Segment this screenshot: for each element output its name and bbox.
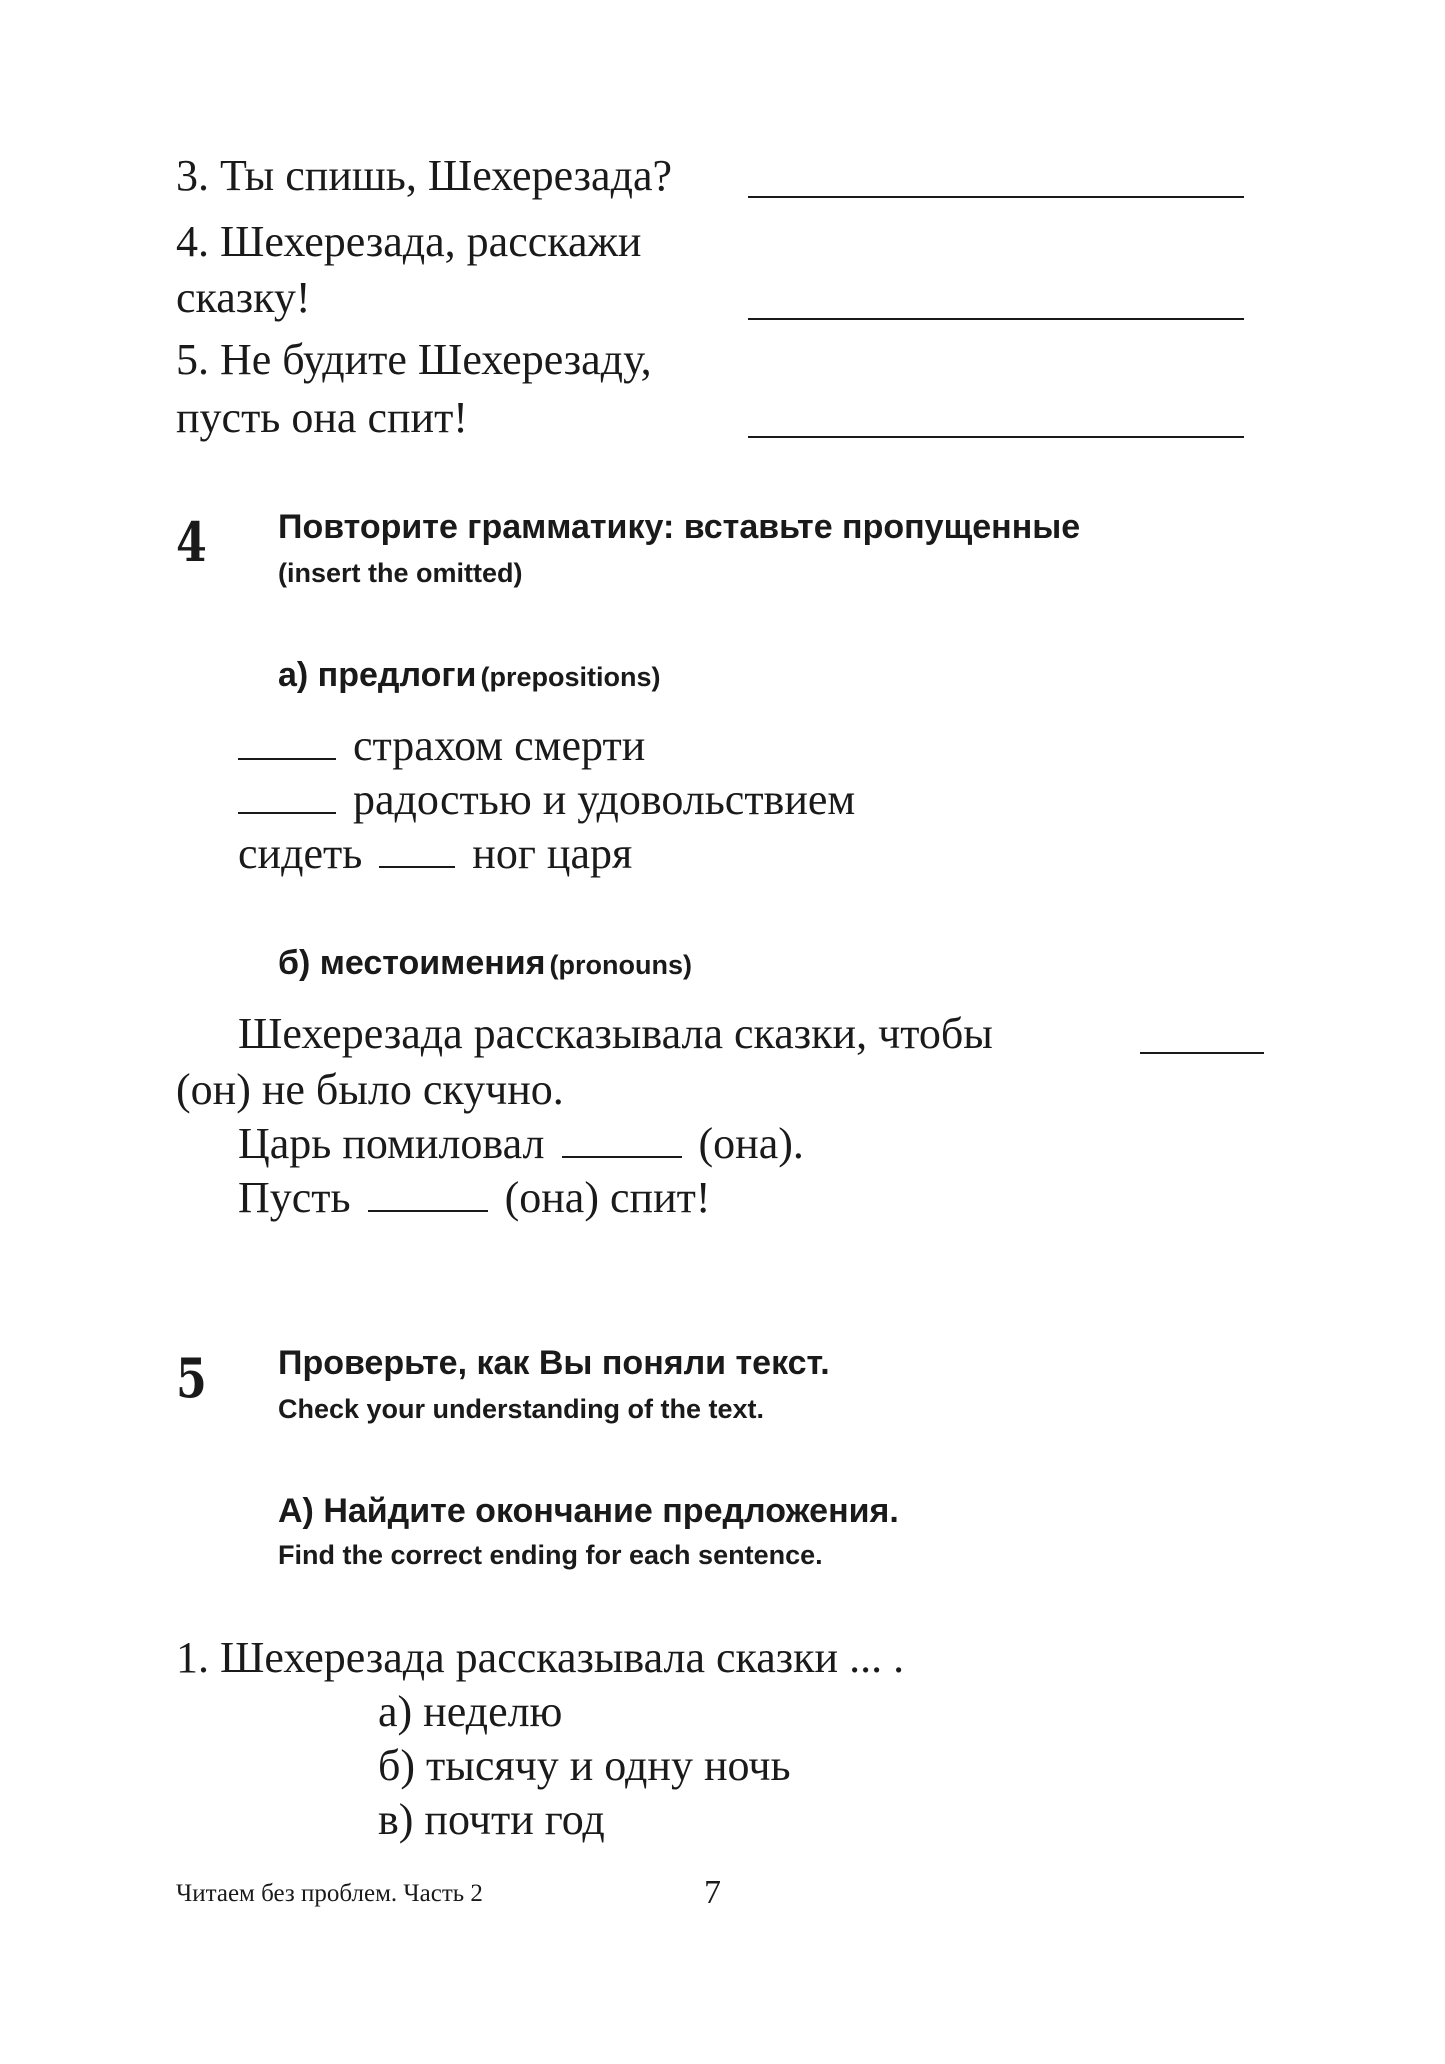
pron-line-4-after: (она) спит! xyxy=(504,1173,711,1222)
answer-line-3[interactable] xyxy=(748,196,1244,198)
answer-line-5[interactable] xyxy=(748,436,1244,438)
part-a-label: а) предлоги xyxy=(278,656,477,694)
section-5-subtitle: Check your understanding of the text. xyxy=(278,1394,765,1424)
question-3: 3. Ты спишь, Шехерезада? xyxy=(176,151,673,200)
section-4-subtitle: (insert the omitted) xyxy=(278,558,523,588)
pron-line-1: Шехерезада рассказывала сказки, чтобы xyxy=(238,1009,993,1058)
pron-line-3-before: Царь помиловал xyxy=(238,1119,545,1168)
question-5-line2: пусть она спит! xyxy=(176,393,468,442)
pron-blank-1[interactable] xyxy=(1140,1052,1264,1054)
question-4-line1: 4. Шехерезада, расскажи xyxy=(176,217,642,266)
prep-item-1 xyxy=(238,718,645,774)
section-5-part-a-title: А) Найдите окончание предложения. xyxy=(278,1492,899,1530)
part-b-label-en: (pronouns) xyxy=(549,950,692,980)
section-4-title: Повторите грамматику: вставьте пропущенные xyxy=(278,508,1081,546)
section-5-title: Проверьте, как Вы поняли текст. xyxy=(278,1344,830,1382)
option-a[interactable]: а) неделю xyxy=(378,1687,563,1736)
pron-line-4-before: Пусть xyxy=(238,1173,351,1222)
option-b[interactable]: б) тысячу и одну ночь xyxy=(378,1741,791,1790)
prep-item-1-text: страхом смерти xyxy=(353,721,646,770)
prep-blank-2[interactable] xyxy=(238,776,336,814)
pron-line-2: (он) не было скучно. xyxy=(176,1065,564,1114)
pron-blank-2[interactable] xyxy=(562,1120,682,1158)
part-b-label: б) местоимения xyxy=(278,944,546,982)
section-5-part-a-subtitle: Find the correct ending for each sentence. xyxy=(278,1540,823,1570)
page-number: 7 xyxy=(704,1874,721,1911)
prep-item-3-after: ног царя xyxy=(472,829,633,878)
prep-blank-3[interactable] xyxy=(379,830,455,868)
prep-item-2-text: радостью и удовольствием xyxy=(353,775,856,824)
option-c[interactable]: в) почти год xyxy=(378,1795,605,1844)
prep-blank-1[interactable] xyxy=(238,722,336,760)
part-a-heading xyxy=(278,654,660,696)
prep-item-3-before: сидеть xyxy=(238,829,363,878)
pron-line-3-after: (она). xyxy=(698,1119,804,1168)
question-1: 1. Шехерезада рассказывала сказки ... . xyxy=(176,1633,905,1682)
question-5-line1: 5. Не будите Шехерезаду, xyxy=(176,335,652,384)
question-4-line2: сказку! xyxy=(176,273,311,322)
section-5-number: 5 xyxy=(176,1346,207,1410)
footer-book-title: Читаем без проблем. Часть 2 xyxy=(176,1880,483,1907)
prep-item-3 xyxy=(238,826,632,882)
answer-line-4[interactable] xyxy=(748,318,1244,320)
part-a-label-en: (prepositions) xyxy=(480,662,661,692)
prep-item-2 xyxy=(238,772,855,828)
pron-line-4 xyxy=(238,1170,711,1226)
pron-line-3 xyxy=(238,1116,804,1172)
section-4-number: 4 xyxy=(176,510,207,574)
pron-blank-3[interactable] xyxy=(368,1174,488,1212)
part-b-heading xyxy=(278,942,692,984)
